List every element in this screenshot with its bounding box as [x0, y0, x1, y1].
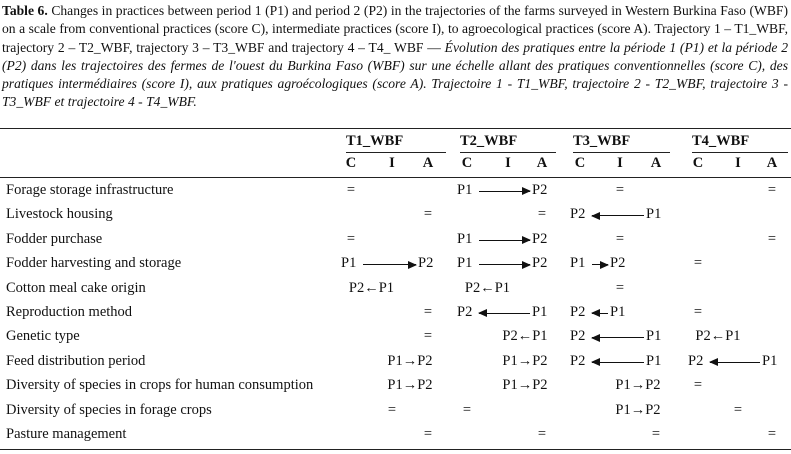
arrow-right	[479, 191, 530, 192]
arrow-right	[479, 240, 530, 241]
table-caption	[2, 2, 788, 112]
trajectory-header-rule	[346, 152, 446, 153]
score-header: A	[766, 155, 778, 171]
cell-period: P1	[570, 255, 586, 272]
cell-period: P2	[418, 255, 434, 272]
row-label: Diversity of species in crops for human consumption	[6, 377, 314, 394]
cell-unchanged: =	[651, 426, 661, 442]
cell-period: P2	[570, 328, 586, 345]
row-label: Fodder harvesting and storage	[6, 255, 182, 272]
cell-change: P2←P1	[348, 279, 395, 296]
score-header: C	[461, 155, 473, 171]
row-label: Reproduction method	[6, 304, 133, 320]
arrow-left	[592, 362, 644, 363]
cell-unchanged: =	[693, 255, 703, 272]
cell-unchanged: =	[615, 279, 625, 296]
cell-unchanged: =	[423, 304, 433, 320]
cell-unchanged: =	[537, 426, 547, 442]
trajectory-header-rule	[573, 152, 670, 153]
cell-period: P1	[646, 328, 662, 345]
trajectory-header-rule	[692, 152, 788, 153]
row-label: Pasture management	[6, 426, 127, 442]
cell-period: P1	[457, 230, 473, 247]
cell-unchanged: =	[615, 182, 625, 198]
cell-period: P2	[532, 230, 548, 247]
arrow-left	[592, 215, 644, 216]
caption-label: Table 6.	[2, 3, 48, 18]
row-label: Forage storage infrastructure	[6, 182, 174, 198]
cell-change: P2←P1	[502, 328, 548, 345]
cell-change: P1→P2	[502, 352, 548, 369]
cell-period: P1	[532, 304, 548, 320]
cell-unchanged: =	[462, 401, 472, 418]
cell-unchanged: =	[423, 426, 433, 442]
cell-change: P1→P2	[615, 377, 661, 394]
score-header: I	[505, 155, 511, 171]
cell-unchanged: =	[767, 182, 777, 198]
cell-period: P2	[532, 182, 548, 198]
arrow-right	[479, 264, 530, 265]
row-label: Genetic type	[6, 328, 80, 345]
cell-period: P2	[570, 304, 586, 320]
cell-unchanged: =	[693, 377, 703, 394]
cell-change: P1→P2	[502, 377, 548, 394]
arrow-right	[592, 264, 608, 265]
cell-unchanged: =	[767, 426, 777, 442]
cell-change: P1→P2	[615, 401, 661, 418]
cell-period: P1	[646, 206, 662, 223]
arrow-left	[592, 337, 644, 338]
arrow-right	[363, 264, 416, 265]
arrow-left	[592, 313, 608, 314]
trajectory-header-rule	[460, 152, 556, 153]
row-label: Livestock housing	[6, 206, 113, 223]
caption-english: Changes in practices between period 1 (P1) and period 2 (P2) in the trajectories of the farms surveyed in Western Burkina Faso (WBF) on a scale from conventional practices (score C), intermediate practices (score I), to agroecological practices (score A). Trajectory 1 – T1_WBF, trajectory 2 – T2_WBF, trajectory 3 – T3_WBF and trajectory 4 – T4_ WBF —	[2, 3, 788, 55]
caption-french: Évolution des pratiques entre la période 1 (P1) et la période 2 (P2) dans les trajectoires des fermes de l'ouest du Burkina Faso (WBF) sur une échelle allant des pratiques conventionnelles (score C), des pratiques intermédiaires (score I), aux pratiques agroécologiques (score A). Trajectoire 1 - T1_WBF, trajectoire 2 - T2_WBF, trajectoire 3 - T3_WBF et trajectoire 4 - T4_WBF.	[2, 39, 788, 110]
row-label: Feed distribution period	[6, 352, 146, 369]
trajectory-header: T2_WBF	[460, 133, 518, 149]
cell-period: P2	[688, 352, 704, 369]
row-label: Diversity of species in forage crops	[6, 401, 212, 418]
cell-change: P2←P1	[464, 279, 511, 296]
cell-unchanged: =	[346, 182, 356, 198]
score-header: I	[389, 155, 395, 171]
arrow-left	[710, 362, 760, 363]
score-header: C	[692, 155, 704, 171]
cell-period: P2	[610, 255, 626, 272]
cell-period: P2	[457, 304, 473, 320]
header-rule	[0, 177, 791, 178]
cell-unchanged: =	[537, 206, 547, 223]
cell-period: P1	[762, 352, 778, 369]
score-header: A	[536, 155, 548, 171]
cell-period: P2	[570, 352, 586, 369]
bottom-rule	[0, 449, 791, 450]
score-header: C	[345, 155, 357, 171]
cell-unchanged: =	[767, 230, 777, 247]
top-rule	[0, 128, 791, 129]
cell-unchanged: =	[387, 401, 397, 418]
cell-period: P2	[570, 206, 586, 223]
score-header: C	[574, 155, 586, 171]
cell-unchanged: =	[423, 328, 433, 345]
cell-period: P1	[341, 255, 357, 272]
cell-period: P2	[532, 255, 548, 272]
score-header: A	[650, 155, 662, 171]
cell-unchanged: =	[693, 304, 703, 320]
cell-period: P1	[610, 304, 626, 320]
cell-change: P1→P2	[387, 352, 433, 369]
cell-period: P1	[646, 352, 662, 369]
trajectory-header: T4_WBF	[692, 133, 750, 149]
cell-period: P1	[457, 182, 473, 198]
row-label: Cotton meal cake origin	[6, 279, 146, 296]
arrow-left	[479, 313, 530, 314]
trajectory-header: T3_WBF	[573, 133, 631, 149]
score-header: I	[617, 155, 623, 171]
cell-unchanged: =	[423, 206, 433, 223]
score-header: I	[735, 155, 741, 171]
trajectory-header: T1_WBF	[346, 133, 404, 149]
row-label: Fodder purchase	[6, 230, 103, 247]
cell-period: P1	[457, 255, 473, 272]
cell-unchanged: =	[346, 230, 356, 247]
cell-change: P1→P2	[387, 377, 433, 394]
score-header: A	[422, 155, 434, 171]
cell-unchanged: =	[733, 401, 743, 418]
cell-change: P2←P1	[695, 328, 741, 345]
cell-unchanged: =	[615, 230, 625, 247]
